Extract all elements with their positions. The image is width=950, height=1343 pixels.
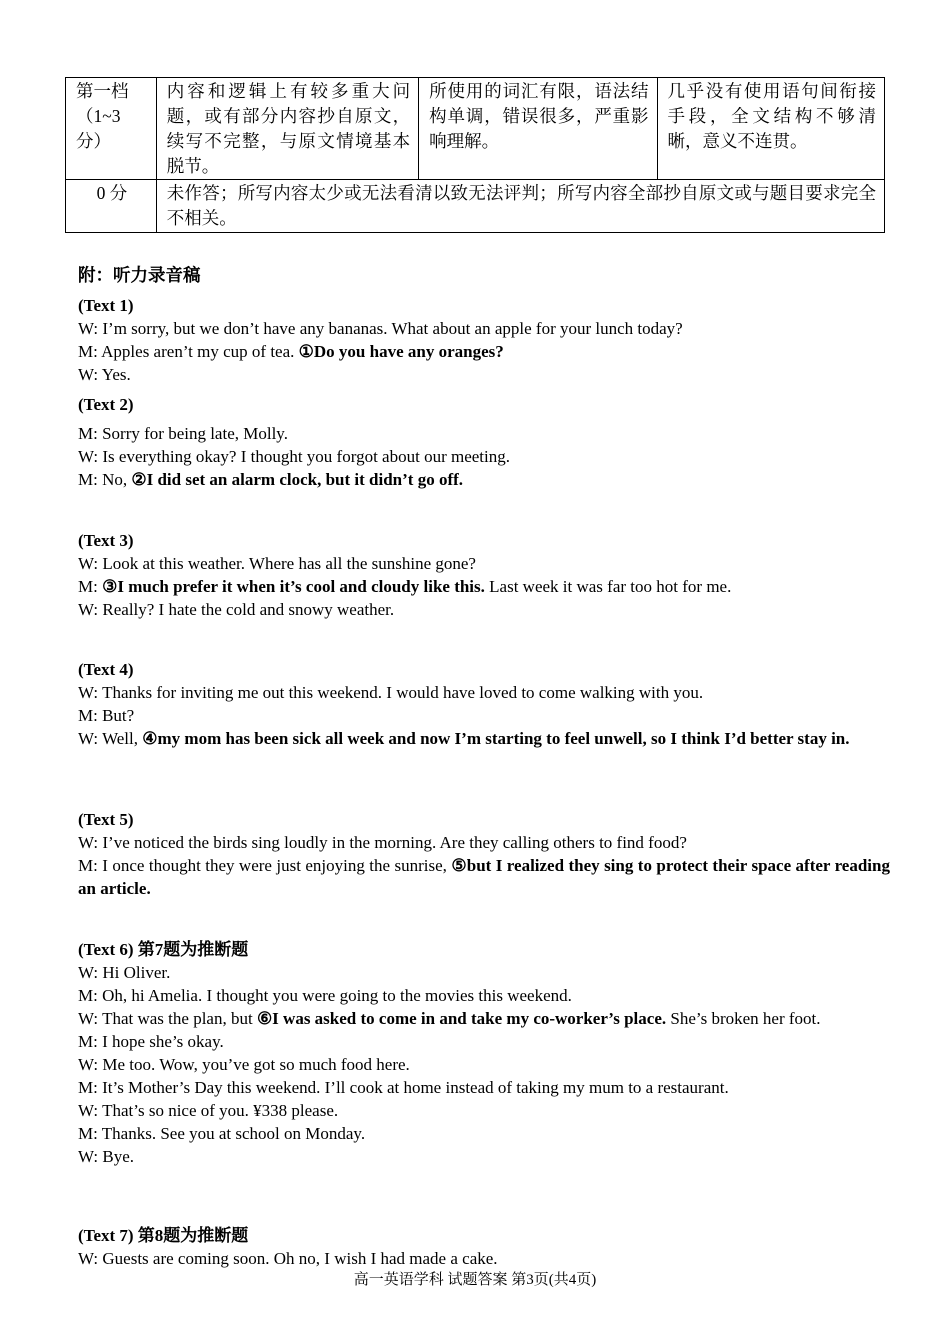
dialogue-line [78, 727, 890, 750]
dialogue-line [78, 575, 890, 598]
line-text: M: [78, 577, 103, 596]
rubric-zero-desc: 未作答；所写内容太少或无法看清以致无法评判；所写内容全部抄自原文或与题目要求完全不相关。 [156, 180, 884, 233]
line-text: M: No, [78, 470, 132, 489]
text7-label: (Text 7) 第8题为推断题 [78, 1226, 249, 1245]
text7-block [78, 1224, 890, 1270]
text6-label: (Text 6) 第7题为推断题 [78, 940, 249, 959]
rubric-level-cell [66, 78, 157, 180]
text5-block [78, 808, 890, 900]
dialogue-line: W: Really? I hate the cold and snowy weather. [78, 600, 395, 619]
text4-label: (Text 4) [78, 660, 134, 679]
dialogue-line: M: Thanks. See you at school on Monday. [78, 1124, 366, 1143]
dialogue-line: M: I hope she’s okay. [78, 1032, 224, 1051]
rubric-zero-label: 0 分 [66, 180, 157, 233]
line-text: W: Well, [78, 729, 143, 748]
key-sentence: ④my mom has been sick all week and now I’m starting to feel unwell, so I think I’d better stay in. [142, 729, 850, 748]
scoring-rubric-table [65, 77, 885, 233]
rubric-language-cell: 所使用的词汇有限，语法结 构单调，错误很多，严重影响理解。 [419, 78, 657, 180]
dialogue-line: M: Sorry for being late, Molly. [78, 424, 288, 443]
key-sentence: ⑥I was asked to come in and take my co-worker’s place. [256, 1009, 667, 1028]
appendix-title: 附：听力录音稿 [78, 265, 201, 285]
text6-block [78, 938, 890, 1168]
dialogue-line: W: Bye. [78, 1147, 135, 1166]
dialogue-line: W: That’s so nice of you. ¥338 please. [78, 1101, 339, 1120]
text5-label: (Text 5) [78, 810, 134, 829]
rubric-row-level1 [66, 78, 885, 180]
key-sentence: ③I much prefer it when it’s cool and cloudy like this. [102, 577, 485, 596]
text1-label: (Text 1) [78, 296, 134, 315]
rubric-row-zero [66, 180, 885, 233]
dialogue-line: W: I’m sorry, but we don’t have any bananas. What about an apple for your lunch today? [78, 319, 683, 338]
text4-block [78, 658, 890, 750]
rubric-content-cell: 内容和逻辑上有较多重大问题，或有部分内容抄自原文，续写不完整，与原文情境基本脱节。 [156, 78, 418, 180]
page-footer: 高一英语学科 试题答案 第3页(共4页) [353, 1272, 597, 1288]
dialogue-line [78, 340, 890, 363]
line-text: M: I once thought they were just enjoying the sunrise, [78, 856, 452, 875]
text3-block [78, 529, 890, 621]
line-text: W: That was the plan, but [78, 1009, 257, 1028]
dialogue-line [78, 468, 890, 491]
key-sentence: ②I did set an alarm clock, but it didn’t go off. [131, 470, 464, 489]
text2-label: (Text 2) [78, 395, 134, 414]
text1-block [78, 294, 890, 386]
dialogue-line: M: Oh, hi Amelia. I thought you were going to the movies this weekend. [78, 986, 572, 1005]
line-text: She’s broken her foot. [666, 1009, 821, 1028]
dialogue-line: W: Me too. Wow, you’ve got so much food here. [78, 1055, 410, 1074]
dialogue-line: W: Yes. [78, 365, 131, 384]
line-text: M: Apples aren’t my cup of tea. [78, 342, 299, 361]
dialogue-line [78, 1007, 890, 1030]
dialogue-line: W: Hi Oliver. [78, 963, 171, 982]
key-sentence: ①Do you have any oranges? [298, 342, 504, 361]
text3-label: (Text 3) [78, 531, 134, 550]
dialogue-line: W: Look at this weather. Where has all the sunshine gone? [78, 554, 476, 573]
key-sentence: ⑤but I realized they sing to protect their space after reading an article. [78, 856, 890, 898]
dialogue-line: W: Guests are coming soon. Oh no, I wish I had made a cake. [78, 1249, 498, 1268]
text2-block [78, 393, 890, 491]
dialogue-line: W: Is everything okay? I thought you forgot about our meeting. [78, 447, 510, 466]
rubric-level-range: （1~3 分） [76, 106, 121, 151]
dialogue-line: M: But? [78, 706, 135, 725]
line-text: Last week it was far too hot for me. [484, 577, 732, 596]
dialogue-line [78, 854, 890, 900]
dialogue-line: W: Thanks for inviting me out this weekend. I would have loved to come walking with you. [78, 683, 704, 702]
dialogue-line: W: I’ve noticed the birds sing loudly in the morning. Are they calling others to find food? [78, 833, 687, 852]
rubric-structure-cell: 几乎没有使用语句间衔接手段，全文结构不够清晰，意义不连贯。 [657, 78, 884, 180]
rubric-level-name: 第一档 [76, 81, 129, 101]
dialogue-line: M: It’s Mother’s Day this weekend. I’ll cook at home instead of taking my mum to a restaurant. [78, 1078, 729, 1097]
